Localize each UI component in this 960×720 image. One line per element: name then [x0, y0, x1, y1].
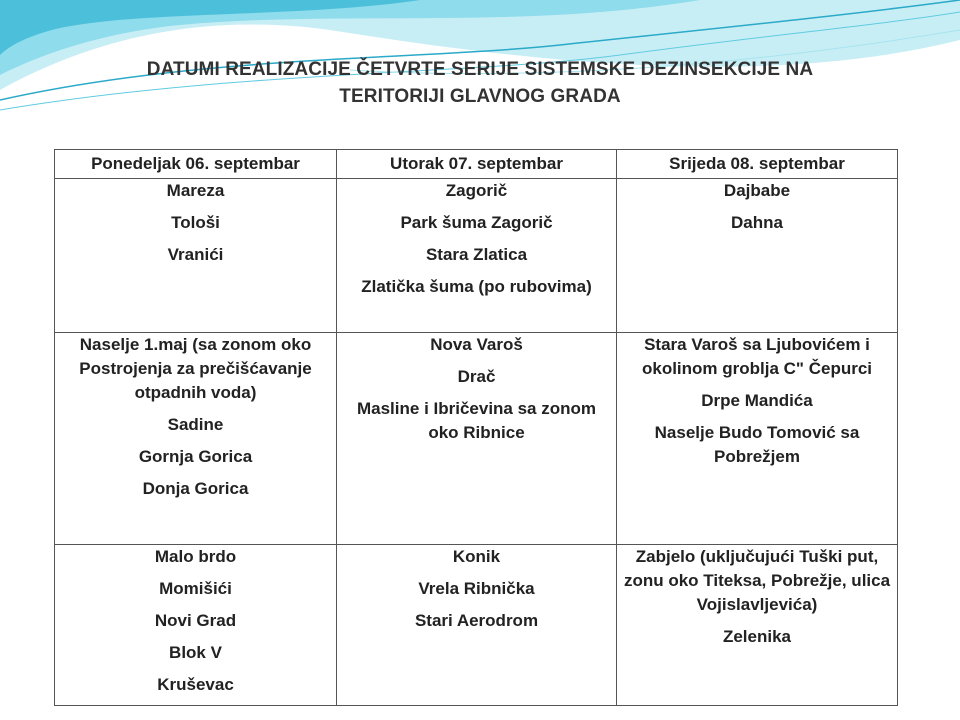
location: Sadine [167, 415, 224, 434]
location: Drač [457, 367, 496, 386]
title-line-2: TERITORIJI GLAVNOG GRADA [339, 86, 621, 107]
location: Vrela Ribnička [418, 579, 535, 598]
location: Nova Varoš [430, 335, 523, 354]
table-row [55, 545, 898, 706]
table-cell [55, 545, 337, 706]
table-cell [337, 545, 617, 706]
location: Naselje Budo Tomović sa Pobrežjem [654, 423, 860, 466]
schedule-table [54, 149, 898, 706]
location: Momišići [159, 579, 232, 598]
location: Zabjelo (uključujući Tuški put, zonu oko Titeksa, Pobrežje, ulica Vojislavljevića) [623, 547, 891, 614]
location: Dajbabe [723, 181, 791, 200]
location: Park šuma Zagorič [400, 213, 553, 232]
table-cell [55, 179, 337, 333]
location: Tološi [171, 213, 220, 232]
table-cell [337, 179, 617, 333]
location: Blok V [169, 643, 222, 662]
table-cell [55, 333, 337, 545]
location: Drpe Mandića [701, 391, 813, 410]
location: Stara Zlatica [425, 245, 528, 264]
location: Novi Grad [154, 611, 237, 630]
location: Dahna [731, 213, 783, 232]
location: Zlatička šuma (po rubovima) [361, 277, 592, 296]
location: Donja Gorica [142, 479, 249, 498]
location: Kruševac [157, 675, 234, 694]
location: Zelenika [722, 627, 792, 646]
location: Naselje 1.maj (sa zonom oko Postrojenja za prečišćavanje otpadnih voda) [79, 335, 312, 402]
table-row [55, 333, 898, 545]
location: Malo brdo [154, 547, 237, 566]
table-row [55, 179, 898, 333]
location: Mareza [166, 181, 225, 200]
table-header-row [55, 150, 898, 179]
location: Stari Aerodrom [414, 611, 539, 630]
header-tuesday: Utorak 07. septembar [337, 150, 617, 179]
location: Masline i Ibričevina sa zonom oko Ribnice [356, 399, 597, 442]
table-cell [617, 545, 898, 706]
header-wednesday: Srijeda 08. septembar [617, 150, 898, 179]
location: Zagorič [445, 181, 508, 200]
location: Konik [452, 547, 501, 566]
location: Stara Varoš sa Ljubovićem i okolinom groblja C" Čepurci [641, 335, 873, 378]
location: Vranići [167, 245, 224, 264]
table-cell [337, 333, 617, 545]
table-cell [617, 179, 898, 333]
header-monday: Ponedeljak 06. septembar [55, 150, 337, 179]
location: Gornja Gorica [138, 447, 253, 466]
table-cell [617, 333, 898, 545]
title-line-1: DATUMI REALIZACIJE ČETVRTE SERIJE SISTEMSKE DEZINSEKCIJE NA [146, 59, 814, 80]
page-title [0, 56, 960, 110]
